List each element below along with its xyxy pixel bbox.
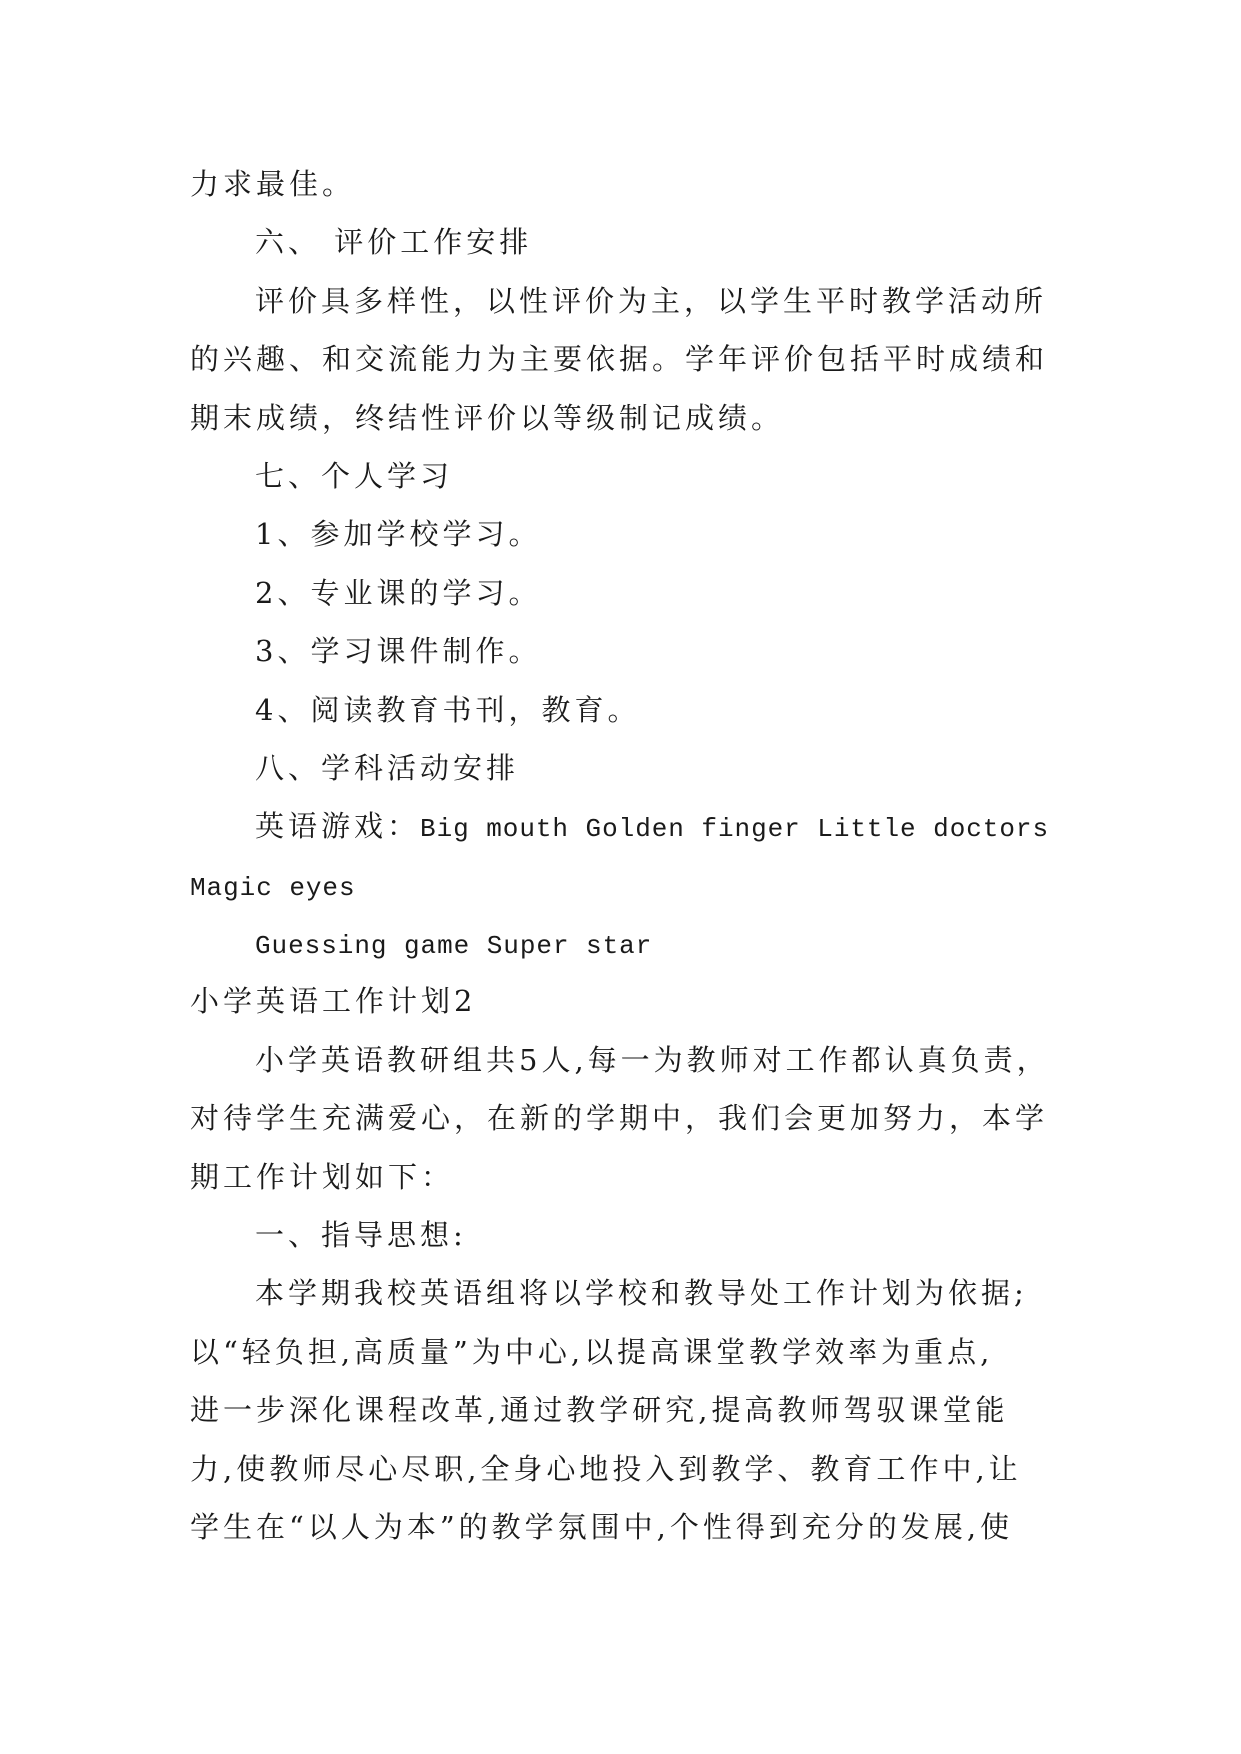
list-item: 4、阅读教育书刊，教育。 <box>255 692 641 727</box>
text-line: 评价具多样性，以性评价为主，以学生平时教学活动所 <box>255 283 1048 318</box>
text-line-label: 英语游戏： <box>255 809 421 844</box>
text-line: 学生在“以人为本”的教学氛围中,个性得到充分的发展,使 <box>190 1509 1014 1544</box>
text-line: 进一步深化课程改革,通过教学研究,提高教师驾驭课堂能 <box>190 1393 1009 1428</box>
text-line: 期末成绩，终结性评价以等级制记成绩。 <box>190 400 785 435</box>
section-heading: 七、个人学习 <box>255 458 454 493</box>
document-title: 小学英语工作计划2 <box>190 984 477 1019</box>
section-heading: 六、 评价工作安排 <box>255 225 533 260</box>
document-body <box>190 155 1060 1556</box>
text-line <box>190 856 1060 914</box>
text-line: 力求最佳。 <box>190 167 356 201</box>
section-heading: 一、指导思想: <box>255 1218 467 1253</box>
english-text: Magic eyes <box>190 872 356 903</box>
english-text: Big mouth Golden finger Little doctors <box>420 814 1050 845</box>
list-item: 3、学习课件制作。 <box>255 634 542 669</box>
list-item: 1、参加学校学习。 <box>255 517 542 552</box>
section-heading: 八、学科活动安排 <box>255 750 520 785</box>
text-line: 期工作计划如下： <box>190 1159 455 1194</box>
english-text: Guessing game Super star <box>255 931 653 962</box>
text-line: 本学期我校英语组将以学校和教导处工作计划为依据; <box>255 1276 1028 1311</box>
text-line: 小学英语教研组共5人,每一为教师对工作都认真负责， <box>255 1042 1050 1077</box>
list-item: 2、专业课的学习。 <box>255 575 542 610</box>
text-line: 对待学生充满爱心，在新的学期中，我们会更加努力，本学 <box>190 1101 1049 1136</box>
text-line: 以“轻负担,高质量”为中心,以提高课堂教学效率为重点, <box>190 1334 994 1369</box>
text-line: 的兴趣、和交流能力为主要依据。学年评价包括平时成绩和 <box>190 342 1049 377</box>
text-line <box>190 797 1060 855</box>
text-line <box>190 914 1060 972</box>
text-line: 力,使教师尽心尽职,全身心地投入到教学、教育工作中,让 <box>190 1451 1022 1486</box>
